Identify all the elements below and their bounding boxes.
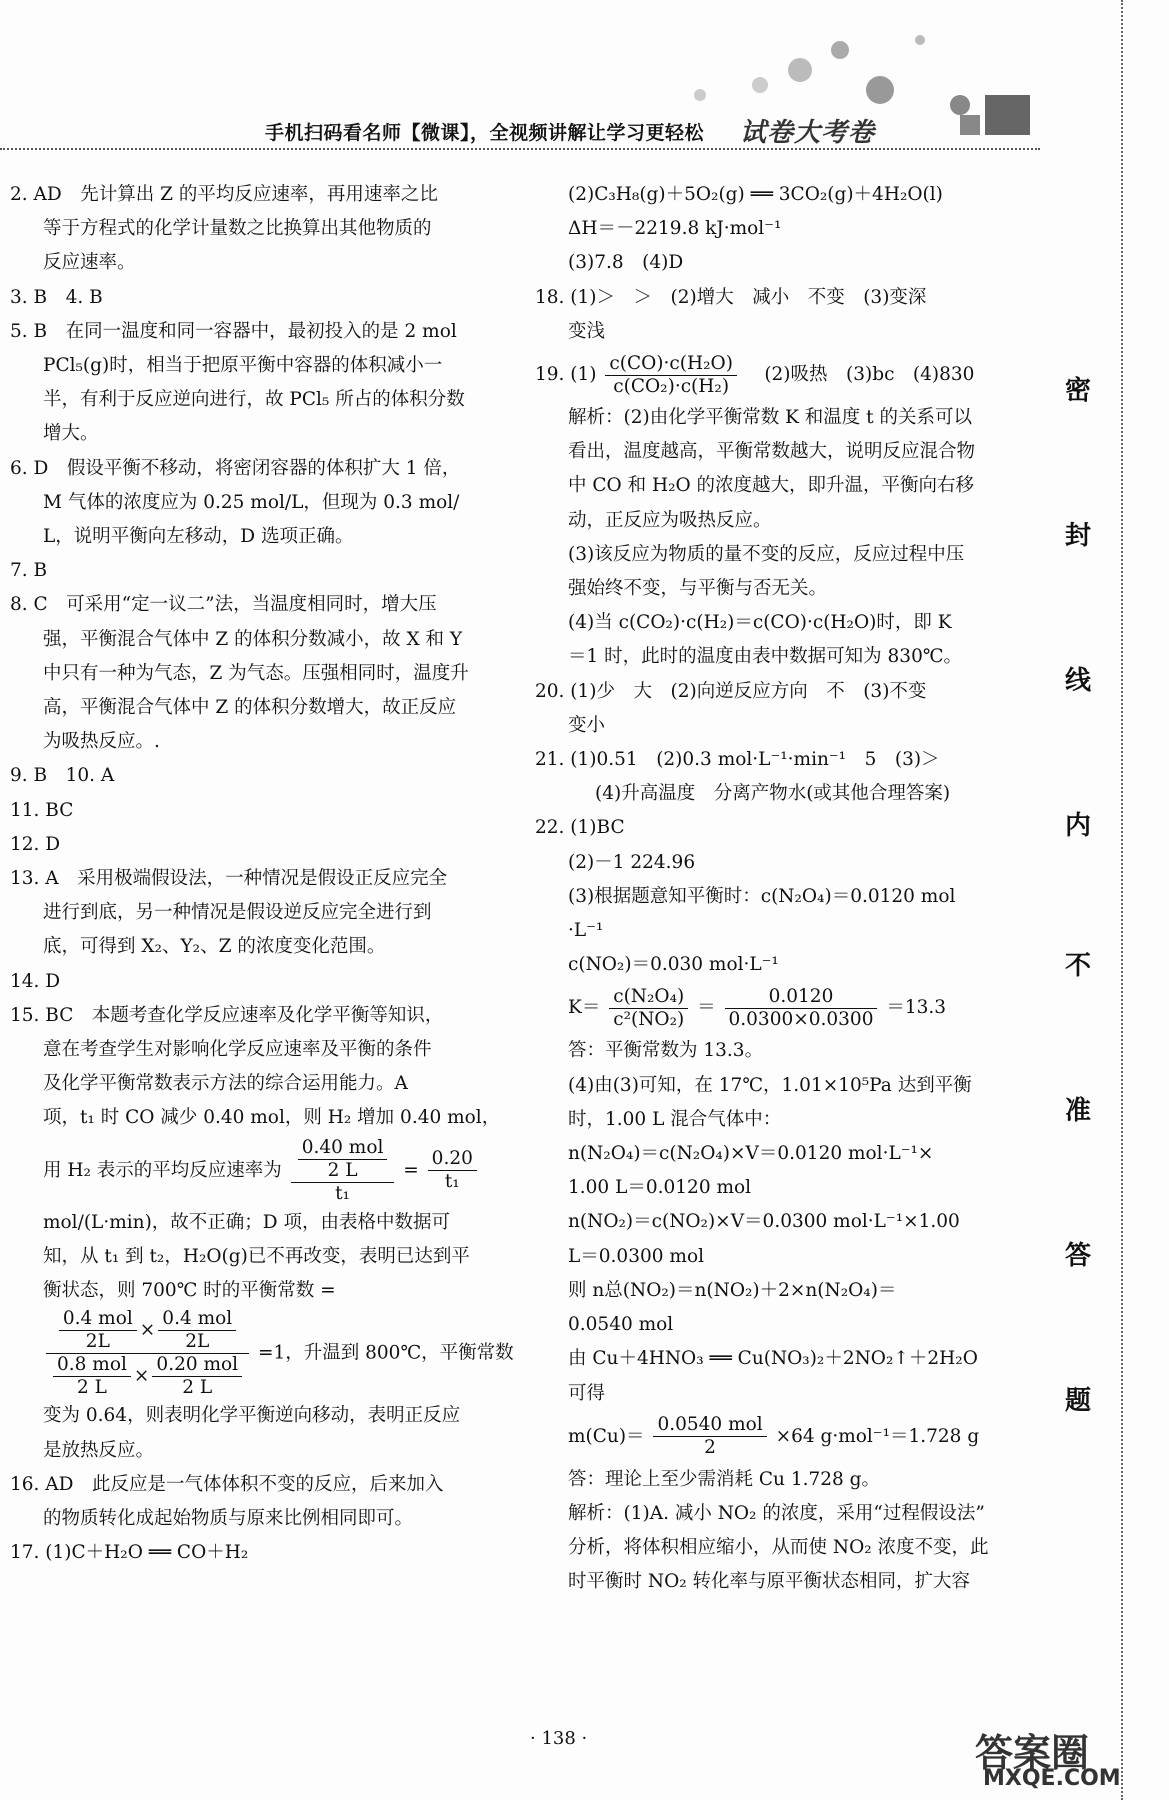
- text-line: 强，平衡混合气体中 Z 的体积分数减小，故 X 和 Y: [43, 628, 463, 650]
- text-line: 意在考查学生对影响化学反应速率及平衡的条件: [43, 1039, 432, 1061]
- text-segment: 19. (1): [535, 364, 597, 386]
- text-line: 知，从 t₁ 到 t₂，H₂O(g)已不再改变，表明已达到平: [43, 1245, 470, 1267]
- denominator: 2L: [185, 1331, 210, 1353]
- text-line: 等于方程式的化学计量数之比换算出其他物质的: [43, 218, 432, 240]
- seal-char: 不: [1064, 951, 1091, 981]
- formula-line: [10, 1308, 514, 1399]
- fraction: [291, 1137, 395, 1205]
- text-line: 8. C 可采用“定一议二”法，当温度相同时，增大压: [10, 594, 437, 616]
- text-line: 衡状态，则 700℃ 时的平衡常数 =: [43, 1280, 336, 1302]
- fraction: [725, 986, 878, 1031]
- text-line: 17. (1)C＋H₂O ══ CO＋H₂: [10, 1542, 249, 1564]
- formula-line: [10, 1136, 505, 1206]
- text-line: 11. BC: [10, 799, 74, 821]
- text-segment: =1，升温到 800℃，平衡常数: [257, 1342, 514, 1364]
- denominator: 2 L: [182, 1377, 213, 1399]
- fraction: [609, 986, 688, 1031]
- text-line: 反应速率。: [43, 252, 136, 274]
- numerator: c(N₂O₄): [609, 986, 688, 1009]
- numerator: 0.40 mol: [298, 1137, 388, 1160]
- text-line: 底，可得到 X₂、Y₂、Z 的浓度变化范围。: [43, 936, 386, 958]
- text-line: 15. BC 本题考查化学反应速率及化学平衡等知识，: [10, 1004, 444, 1026]
- denominator: t₁: [335, 1182, 350, 1204]
- denominator: c(CO₂)·c(H₂): [613, 375, 730, 397]
- text-line: 5. B 在同一温度和同一容器中，最初投入的是 2 mol: [10, 320, 457, 342]
- text-line: 动，正反应为吸热反应。: [568, 509, 772, 531]
- page-header: [0, 0, 1169, 160]
- text-line: 9. B 10. A: [10, 765, 115, 787]
- text-line: PCl₅(g)时，相当于把原平衡中容器的体积减小一: [43, 355, 443, 377]
- text-line: n(N₂O₄)＝c(N₂O₄)×V＝0.0120 mol·L⁻¹×: [568, 1143, 934, 1165]
- denominator: c²(NO₂): [613, 1008, 685, 1030]
- seal-char: 密: [1064, 376, 1091, 406]
- text-line: 0.0540 mol: [568, 1314, 674, 1336]
- text-line: 16. AD 此反应是一气体体积不变的反应，后来加入: [10, 1473, 444, 1495]
- text-line: 14. D: [10, 970, 61, 992]
- text-line: 分析，将体积相应缩小，从而使 NO₂ 浓度不变，此: [568, 1537, 989, 1559]
- denominator: 0.0300×0.0300: [728, 1008, 874, 1030]
- text-line: (3)根据题意知平衡时：c(N₂O₄)＝0.0120 mol: [568, 885, 956, 907]
- text-line: 高，平衡混合气体中 Z 的体积分数增大，故正反应: [43, 697, 457, 719]
- text-line: 半，有利于反应逆向进行，故 PCl₅ 所占的体积分数: [43, 389, 465, 411]
- text-line: 18. (1)＞ ＞ (2)增大 减小 不变 (3)变深: [535, 286, 927, 308]
- text-line: 12. D: [10, 833, 61, 855]
- fraction: [53, 1354, 131, 1399]
- denominator: 2L: [85, 1331, 110, 1353]
- text-line: 3. B 4. B: [10, 286, 103, 308]
- text-line: c(NO₂)＝0.030 mol·L⁻¹: [568, 954, 779, 976]
- text-line: (4)当 c(CO₂)·c(H₂)＝c(CO)·c(H₂O)时，即 K: [568, 612, 952, 634]
- seal-char: 题: [1064, 1386, 1091, 1416]
- text-line: 7. B: [10, 560, 48, 582]
- numerator: c(CO)·c(H₂O): [605, 353, 737, 376]
- text-line: (3)该反应为物质的量不变的反应，反应过程中压: [568, 543, 965, 565]
- formula-line: [535, 349, 1035, 401]
- seal-char: 准: [1064, 1096, 1091, 1126]
- fraction: [298, 1137, 388, 1182]
- fraction: [653, 1414, 766, 1459]
- text-line: 22. (1)BC: [535, 817, 625, 839]
- text-line: 变小: [568, 714, 606, 736]
- text-segment: m(Cu)＝: [568, 1425, 645, 1447]
- seal-char: 线: [1064, 666, 1091, 696]
- text-line: 增大。: [43, 423, 99, 445]
- denominator: 2 L: [76, 1377, 107, 1399]
- text-line: ·L⁻¹: [568, 920, 604, 942]
- seal-line-notice: [1058, 370, 1098, 1470]
- text-line: 20. (1)少 大 (2)向逆反应方向 不 (3)不变: [535, 680, 927, 702]
- text-line: 是放热反应。: [43, 1439, 155, 1461]
- header-divider: [0, 148, 1040, 150]
- numerator: 0.8 mol: [53, 1354, 131, 1377]
- numerator: 0.0540 mol: [653, 1414, 766, 1437]
- text-line: 为吸热反应。.: [43, 731, 160, 753]
- text-segment: ＝13.3: [886, 997, 947, 1019]
- text-line: 时平衡时 NO₂ 转化率与原平衡状态相同，扩大容: [568, 1571, 971, 1593]
- text-line: (3)7.8 (4)D: [568, 252, 684, 274]
- text-line: mol/(L·min)，故不正确；D 项，由表格中数据可: [43, 1211, 451, 1233]
- text-line: 2. AD 先计算出 Z 的平均反应速率，再用速率之比: [10, 184, 438, 205]
- seal-char: 答: [1064, 1241, 1091, 1271]
- text-line: 由 Cu＋4HNO₃ ══ Cu(NO₃)₂＋2NO₂↑＋2H₂O: [568, 1348, 978, 1370]
- text-line: 项，t₁ 时 CO 减少 0.40 mol，则 H₂ 增加 0.40 mol，: [43, 1107, 501, 1129]
- text-line: n(NO₂)＝c(NO₂)×V＝0.0300 mol·L⁻¹×1.00: [568, 1211, 960, 1233]
- text-line: (4)由(3)可知，在 17℃，1.01×10⁵Pa 达到平衡: [568, 1074, 972, 1096]
- text-segment: ×64 g·mol⁻¹＝1.728 g: [775, 1425, 980, 1447]
- seal-char: 封: [1064, 521, 1091, 551]
- text-line: L，说明平衡向左移动，D 选项正确。: [43, 526, 354, 548]
- text-line: 答：平衡常数为 13.3。: [568, 1040, 764, 1062]
- header-slogan: 手机扫码看名师【微课】，全视频讲解让学习更轻松: [265, 122, 705, 144]
- seal-char: 内: [1064, 811, 1091, 841]
- text-line: M 气体的浓度应为 0.25 mol/L，但现为 0.3 mol/: [43, 491, 460, 513]
- text-line: 进行到底，另一种情况是假设逆反应完全进行到: [43, 902, 432, 924]
- numerator: [291, 1137, 395, 1183]
- text-line: 中只有一种为气态，Z 为气态。压强相同时，温度升: [43, 662, 469, 684]
- watermark: [975, 1722, 1160, 1792]
- text-line: 及化学平衡常数表示方法的综合运用能力。A: [43, 1073, 408, 1095]
- fraction: [152, 1354, 242, 1399]
- text-line: 变为 0.64，则表明化学平衡逆向移动，表明正反应: [43, 1405, 461, 1427]
- denominator: 2 L: [327, 1159, 358, 1181]
- text-line: ＝1 时，此时的温度由表中数据可知为 830℃。: [568, 646, 963, 668]
- numerator: 0.4 mol: [59, 1308, 137, 1331]
- fraction: [59, 1308, 137, 1353]
- text-line: 强始终不变，与平衡与否无关。: [568, 578, 828, 600]
- text-line: (4)升高温度 分离产物水(或其他合理答案): [595, 783, 951, 805]
- text-line: 的物质转化成起始物质与原来比例相同即可。: [43, 1507, 414, 1529]
- watermark-text: 答案圈: [975, 1731, 1090, 1775]
- numerator: 0.4 mol: [158, 1308, 236, 1331]
- text-line: (2)C₃H₈(g)＋5O₂(g) ══ 3CO₂(g)＋4H₂O(l): [568, 184, 943, 205]
- formula-line: [535, 1411, 1035, 1463]
- text-line: 则 n总(NO₂)＝n(NO₂)＋2×n(N₂O₄)＝: [568, 1279, 897, 1301]
- brand-logo: 试卷大考卷: [740, 118, 876, 148]
- numerator: 0.20: [428, 1148, 477, 1171]
- text-line: 13. A 采用极端假设法，一种情况是假设正反应完全: [10, 868, 448, 890]
- text-line: 中 CO 和 H₂O 的浓度越大，即升温，平衡向右移: [568, 475, 975, 497]
- text-line: 答：理论上至少需消耗 Cu 1.728 g。: [568, 1468, 881, 1490]
- text-line: 解析：(2)由化学平衡常数 K 和温度 t 的关系可以: [568, 407, 972, 429]
- binding-dotted-line: [1121, 0, 1123, 1800]
- text-segment: K＝: [568, 997, 601, 1019]
- watermark-url: MXQE.COM: [983, 1766, 1121, 1791]
- denominator: $\frac{\text{0.8 mol}}{2 L}$ × $\frac{\text{0.20 mol}}{2 L}$: [46, 1354, 249, 1399]
- text-line: 6. D 假设平衡不移动，将密闭容器的体积扩大 1 倍，: [10, 457, 461, 479]
- text-segment: (2)吸热 (3)bc (4)830: [745, 364, 975, 386]
- text-line: 可得: [568, 1382, 606, 1404]
- text-line: 解析：(1)A. 减小 NO₂ 的浓度，采用“过程假设法”: [568, 1502, 985, 1524]
- left-column: [10, 178, 514, 1570]
- denominator: 2: [704, 1437, 716, 1459]
- fraction: [158, 1308, 236, 1353]
- text-line: 21. (1)0.51 (2)0.3 mol·L⁻¹·min⁻¹ 5 (3)＞: [535, 749, 940, 771]
- text-line: 时，1.00 L 混合气体中：: [568, 1108, 782, 1130]
- text-line: 1.00 L＝0.0120 mol: [568, 1177, 752, 1199]
- fraction: [428, 1148, 477, 1193]
- numerator: 0.20 mol: [152, 1354, 242, 1377]
- equals-sign: =: [403, 1159, 419, 1181]
- formula-line: [535, 982, 1035, 1034]
- text-line: 变浅: [568, 320, 606, 342]
- text-line: ΔH＝－2219.8 kJ·mol⁻¹: [568, 218, 782, 240]
- right-column: [535, 178, 1035, 1600]
- fraction: [46, 1308, 249, 1399]
- text-line: 看出，温度越高，平衡常数越大，说明反应混合物: [568, 441, 976, 463]
- text-line: (2)－1 224.96: [568, 851, 696, 873]
- denominator: t₁: [444, 1171, 460, 1193]
- text-line: L＝0.0300 mol: [568, 1245, 704, 1267]
- numerator: $\frac{\text{0.4 mol}}{2L}$ × $\frac{\text{0.4 mol}}{2L}$: [46, 1308, 249, 1354]
- page-number: · 138 ·: [530, 1728, 588, 1749]
- text-segment: 用 H₂ 表示的平均反应速率为: [43, 1159, 282, 1181]
- numerator: 0.0120: [725, 986, 878, 1009]
- fraction: [605, 353, 737, 398]
- equals-sign: ＝: [697, 997, 716, 1019]
